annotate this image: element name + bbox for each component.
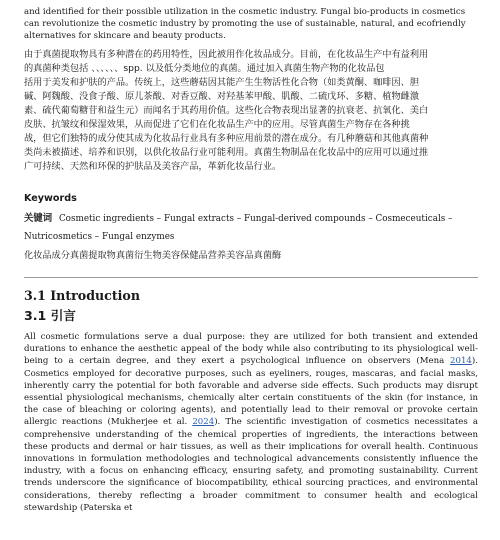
citation-link-mena[interactable]: 2014 xyxy=(450,356,472,367)
keywords-english: Cosmetic ingredients – Fungal extracts – Fungal-derived compounds – Cosmeceuticals – xyxy=(58,214,453,224)
abstract-block xyxy=(24,6,478,264)
abstract-chinese-line: 由于真菌提取物具有多种潜在的药用特性，因此被用作化妆品成分。目前，在化妆品生产中有益利用 xyxy=(24,49,429,60)
abstract-chinese-line: 的真菌种类包括 、、、、、、spp. 以及低分类地位的真菌。通过加入真菌生物产物的化妆品包 xyxy=(24,63,385,74)
paragraph-text: ). The scientific investigation of cosmetics necessitates a comprehensive understanding of the chemical properties of ingredients, the interactions between these products and dermal or hair tissues, as well as their implications for overall health. Continuous innovations in formulation methodologies and technological advancements consistently influence the industry, with a focus on enhancing efficacy, ensuring safety, and promoting sustainability. Current trends underscore the significance of biocompatibility, ethical sourcing practices, and environmental considerations, thereby reflecting a broader commitment to consumer health and ecological stewardship (Paterska et xyxy=(24,417,479,513)
introduction-paragraph xyxy=(24,331,478,514)
abstract-chinese xyxy=(24,48,478,174)
abstract-chinese-line: 素、硫代葡萄糖苷和益生元）而闻名于其药用价值。这些化合物表现出显著的抗衰老、抗氧化、美白 xyxy=(24,105,429,116)
abstract-english-line: can revolutionize the cosmetic industry by promoting the use of sustainable, natural, and ecofriendly xyxy=(24,19,466,29)
keywords-english-continued: Nutricosmetics – Fungal enzymes xyxy=(24,232,175,242)
keywords-chinese: 化妆品成分真菌提取物真菌衍生物美容保健品营养美容品真菌酶 xyxy=(24,250,282,261)
keywords-heading: Keywords xyxy=(24,193,77,204)
keywords-label-zh: 关键词 xyxy=(24,213,53,224)
abstract-chinese-line: 广可持续、天然和环保的护肤品及美容产品，革新化妆品行业。 xyxy=(24,161,282,172)
abstract-chinese-line: 战，但它们独特的成分使其成为化妆品行业具有多种应用前景的潜在成分。有几种蘑菇和其他真菌种 xyxy=(24,133,429,144)
abstract-chinese-line: 类尚未被描述、培养和识别，以供化妆品行业可能利用。真菌生物制品在化妆品中的应用可以通过推 xyxy=(24,147,429,158)
abstract-chinese-line: 括用于美发和护肤的产品。传统上，这些蘑菇因其能产生生物活性化合物（如类黄酮、咖啡因、胆 xyxy=(24,77,420,88)
abstract-chinese-line: 皮肤、抗皱纹和保湿效果，从而促进了它们在化妆品生产中的应用。尽管真菌生产物存在各种挑 xyxy=(24,119,410,130)
paragraph-text: ). Cosmetics employed for decorative purposes, such as eyeliners, rouges, mascaras, and facial masks, inherently carry the potential for both favorable and adverse side effects. Such products may disrupt essential physiological mechanisms, chemically alter certain constituents of the skin (for instance, in the case of bleaching or coloring agents), and potentially lead to their removal or provoke certain allergic reactions (Mukherjee et al. xyxy=(24,356,478,428)
section-title-chinese: 3.1 引言 xyxy=(24,308,76,323)
section-title-english: 3.1 Introduction xyxy=(24,288,140,303)
section-divider xyxy=(24,277,478,278)
introduction-section xyxy=(24,287,478,514)
abstract-chinese-line: 碱、阿魏酸、没食子酸、原儿茶酸、对香豆酸、对羟基苯甲酸、肌酸、二硫戊环、多糖、植物雌激 xyxy=(24,91,420,102)
keywords-block xyxy=(24,210,478,246)
keywords-line xyxy=(24,210,478,228)
abstract-english-line: alternatives for skincare and beauty products. xyxy=(24,31,226,41)
abstract-english-line: and identified for their possible utilization in the cosmetic industry. Fungal bio-products in cosmetics xyxy=(24,7,466,17)
paragraph-text: All cosmetic formulations serve a dual purpose: they are utilized for both transient and extended durations to enhance the aesthetic appeal of the body while also contributing to its physiological well-being to a certain degree, and they exert a psychological influence on observers (Mena xyxy=(24,332,478,367)
citation-link-mukherjee[interactable]: 2024 xyxy=(192,417,215,428)
